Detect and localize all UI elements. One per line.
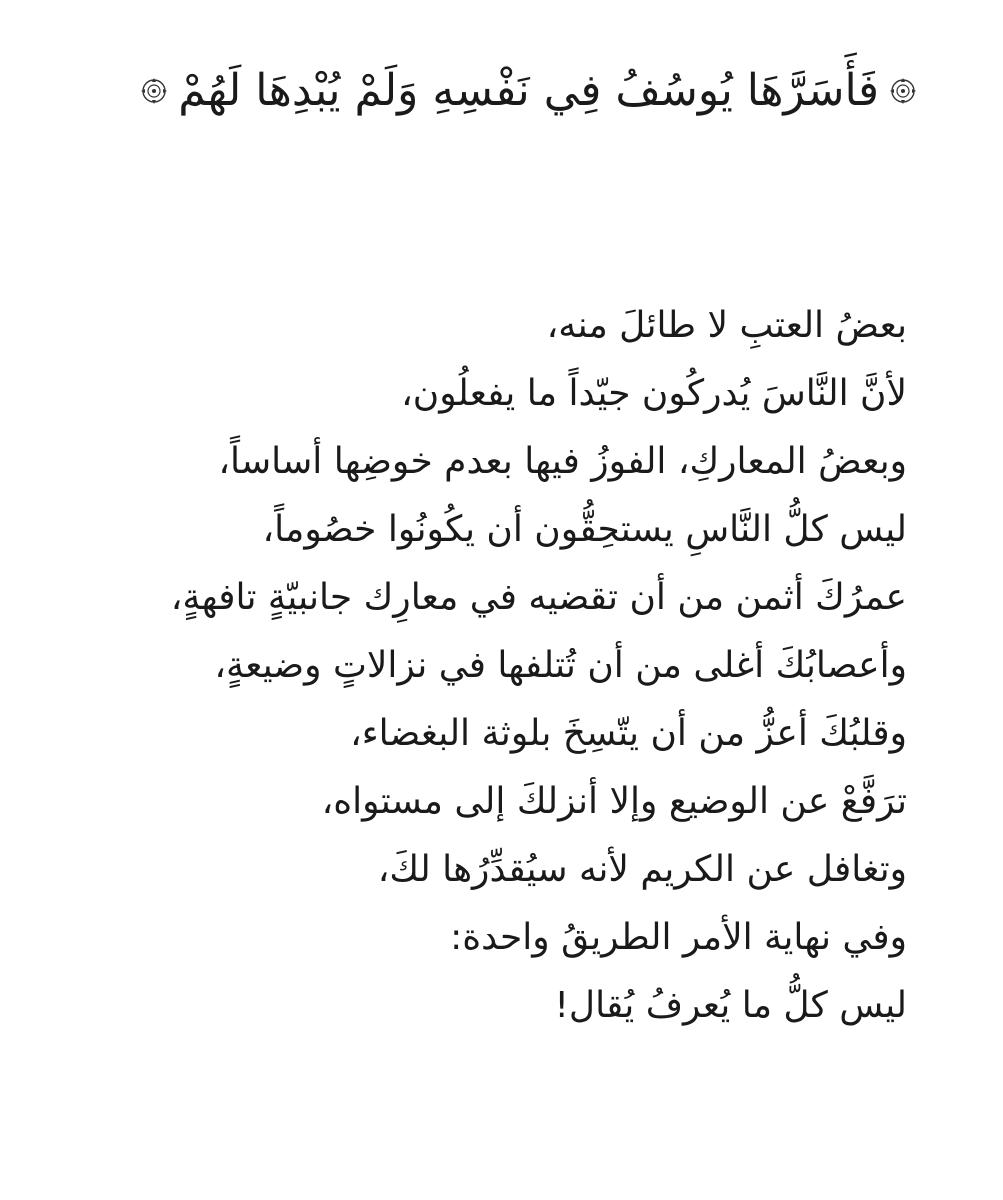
poem-line: بعضُ العتبِ لا طائلَ منه،	[546, 305, 907, 346]
quran-ornament-icon	[889, 77, 917, 105]
poem-line: وبعضُ المعاركِ، الفوزُ فيها بعدم خوضِها أساساً،	[218, 441, 907, 482]
poem-line: ترَفَّعْ عن الوضيع وإلا أنزلكَ إلى مستواه،	[321, 781, 907, 822]
poem-line: ليس كلُّ النَّاسِ يستحِقُّون أن يكُونُوا خصُوماً،	[262, 509, 907, 550]
quran-verse	[157, 52, 917, 130]
verse-text: فَأَسَرَّهَا يُوسُفُ فِي نَفْسِهِ وَلَمْ يُبْدِهَا لَهُمْ	[178, 65, 879, 116]
poem-line: وتغافل عن الكريم لأنه سيُقدِّرُها لكَ،	[377, 849, 907, 890]
poem-line: وفي نهاية الأمر الطريقُ واحدة:	[450, 917, 907, 958]
poem-line: ليس كلُّ ما يُعرفُ يُقال!	[554, 985, 907, 1026]
poem-line: عمرُكَ أثمن من أن تقضيه في معارِك جانبيّةٍ تافهةٍ،	[170, 577, 907, 618]
poem-line: وأعصابُكَ أغلى من أن تُتلفها في نزالاتٍ وضيعةٍ،	[214, 645, 907, 686]
quran-ornament-icon	[140, 77, 168, 105]
poem-line: لأنَّ النَّاسَ يُدركُون جيّداً ما يفعلُون،	[401, 373, 907, 414]
poem	[87, 292, 907, 1040]
poem-line: وقلبُكَ أعزُّ من أن يتّسِخَ بلوثة البغضاء،	[350, 713, 907, 754]
